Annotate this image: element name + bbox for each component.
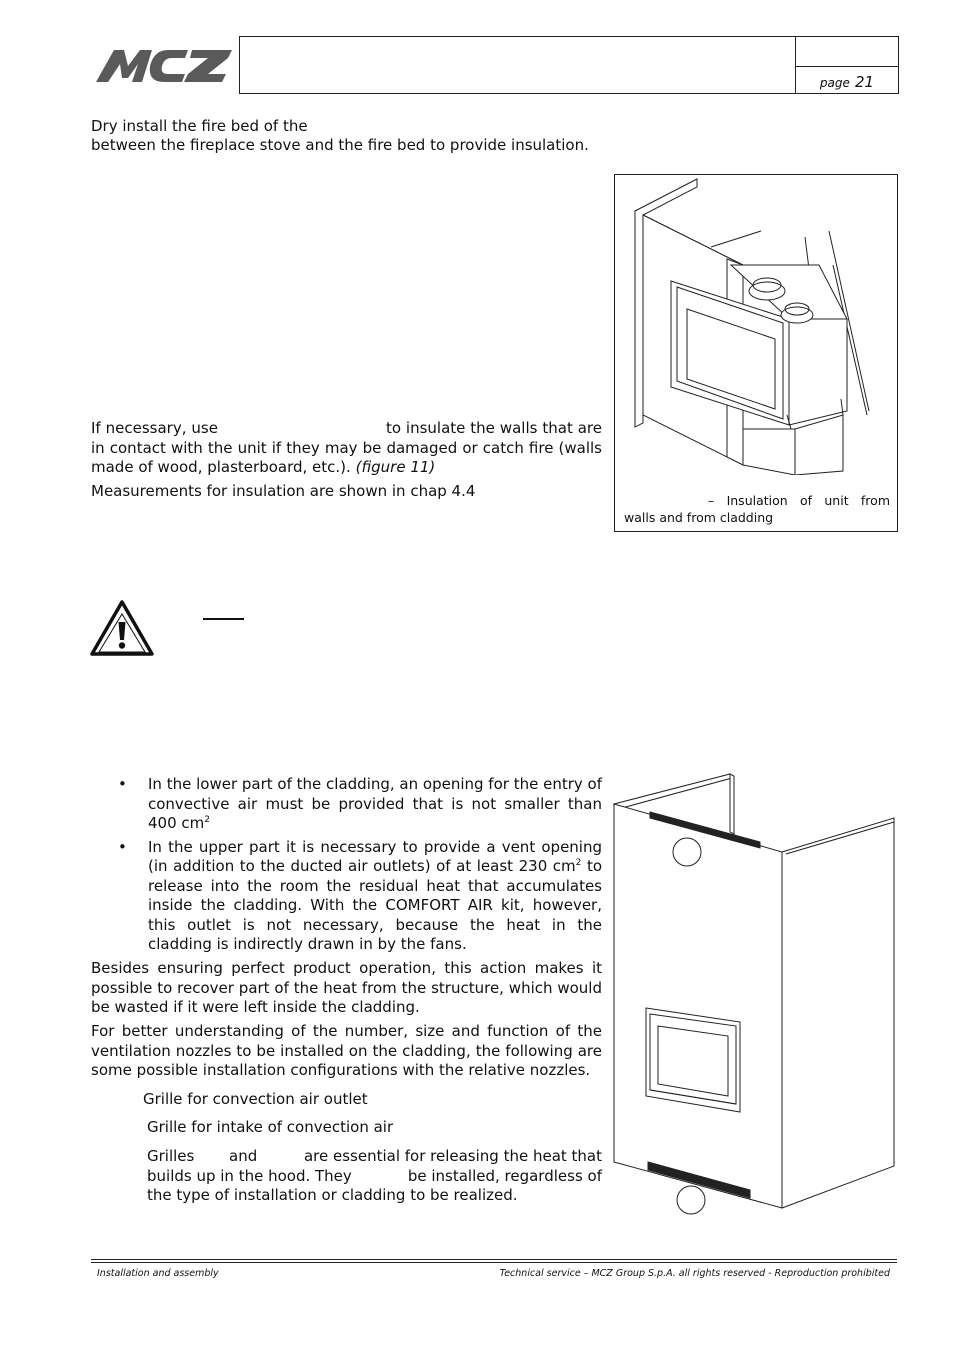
figure-ref: (figure 11) xyxy=(355,458,436,476)
mcz-logo xyxy=(92,44,234,84)
insulation-rest: to insulate the walls that are in contact with the unit if they may be damaged or catch fire (walls made of wood, plasterboard, etc.). xyxy=(91,419,602,476)
cladding-figure xyxy=(610,770,900,1220)
intro-line-1: Dry install the fire bed of the xyxy=(91,117,308,135)
list-item: • In the lower part of the cladding, an opening for the entry of convective air must be provided that is not smaller than 400 $cm^2$ xyxy=(118,775,602,832)
figure-11-caption: – Insulation of unit from walls and from cladding xyxy=(624,493,890,525)
footer-left: Installation and assembly xyxy=(97,1268,219,1279)
intro-line-2: between the fireplace stove and the fire bed to provide insulation. xyxy=(91,136,589,154)
footer-right: Technical service – MCZ Group S.p.A. all rights reserved - Reproduction prohibited xyxy=(499,1268,890,1279)
grilles-note: Grilles and are essential for releasing the heat that builds up in the hood. They be installed, regardless of the type of installation or cladding to be realized. xyxy=(147,1147,602,1204)
warning-triangle-icon xyxy=(90,600,154,656)
header-page-divider xyxy=(795,66,898,67)
page-number-label: page 21 xyxy=(819,73,875,91)
ventilation-paragraph-1: Besides ensuring perfect product operation, this action makes it possible to recover part of the heat from the structure, which would be wasted if it were left inside the cladding. xyxy=(91,959,602,1016)
grille-outlet-label: Grille for convection air outlet xyxy=(143,1090,368,1108)
header xyxy=(90,36,898,94)
ventilation-paragraph-2: For better understanding of the number, size and function of the ventilation nozzles to be installed on the cladding, the following are some possible installation configurations with the relative nozzles. xyxy=(91,1022,602,1079)
footer-rule-top xyxy=(91,1259,897,1260)
insulation-paragraph xyxy=(91,419,602,478)
measurements-note: Measurements for insulation are shown in chap 4.4 xyxy=(91,482,476,500)
figure-11 xyxy=(614,174,898,532)
list-item: • In the upper part it is necessary to provide a vent opening (in addition to the ducted air outlets) of at least 230 $cm^2$ to release into the room the residual heat that accumulates inside the cladding. With the COMFORT AIR kit, however, this outlet is not necessary, because the heat in the cladding is indirectly drawn in by the fans. xyxy=(118,837,602,953)
bullet-list xyxy=(91,775,602,955)
figure-11-drawing xyxy=(615,175,897,475)
warning-underline xyxy=(203,618,244,620)
insulation-lead: If necessary, use xyxy=(91,419,218,437)
grille-intake-label: Grille for intake of convection air xyxy=(147,1118,394,1136)
footer-rule-bottom xyxy=(91,1262,897,1263)
